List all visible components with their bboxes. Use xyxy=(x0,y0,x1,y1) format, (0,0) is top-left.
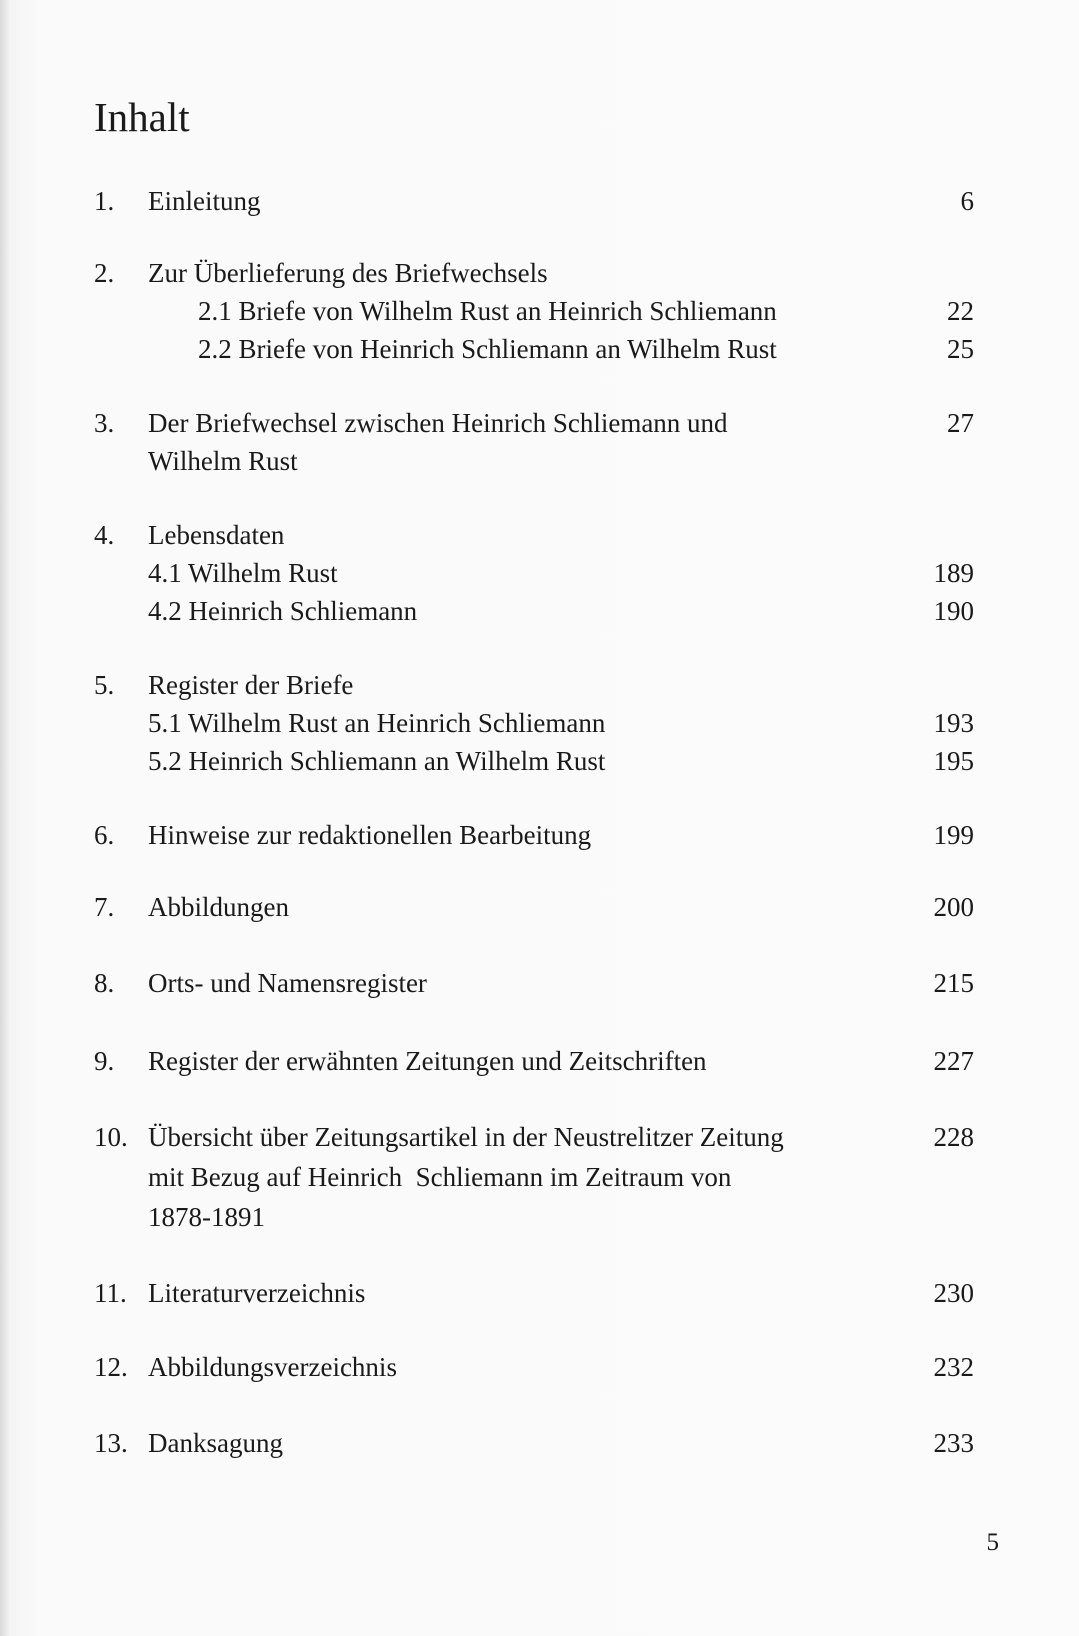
toc-entry-title: 1878-1891 xyxy=(148,1202,265,1232)
toc-entry-page: 232 xyxy=(933,1352,974,1382)
toc-subentry xyxy=(0,292,1079,330)
toc-subentry xyxy=(0,330,1079,368)
toc-entry-page: 195 xyxy=(933,746,974,776)
toc-entry-title: Danksagung xyxy=(148,1428,283,1458)
toc-subentry xyxy=(0,592,1079,630)
toc-entry xyxy=(0,404,1079,442)
toc-entry-page: 25 xyxy=(947,334,974,364)
toc-entry-title: Register der Briefe xyxy=(148,670,354,700)
toc-entry-title: Wilhelm Rust xyxy=(148,446,298,476)
toc-entry-title: Literaturverzeichnis xyxy=(148,1278,366,1308)
toc-entry xyxy=(0,666,1079,704)
toc-entry xyxy=(0,964,1079,1002)
page-number: 5 xyxy=(986,1529,999,1556)
toc-entry-title: Übersicht über Zeitungsartikel in der Neustrelitzer Zeitung xyxy=(148,1122,784,1152)
toc-entry-page: 6 xyxy=(960,186,974,216)
toc-entry-title: Abbildungsverzeichnis xyxy=(148,1352,397,1382)
toc-entry-page: 27 xyxy=(947,408,974,438)
toc-entry-page: 230 xyxy=(933,1278,974,1308)
toc-entry-number: 9. xyxy=(94,1046,115,1076)
toc-entry-number: 6. xyxy=(94,820,115,850)
toc-entry xyxy=(0,1118,1079,1156)
toc-entry xyxy=(0,516,1079,554)
toc-entry-title: Hinweise zur redaktionellen Bearbeitung xyxy=(148,820,592,850)
toc-entry-title: Register der erwähnten Zeitungen und Zeitschriften xyxy=(148,1046,707,1076)
toc-entry-page: 190 xyxy=(933,596,974,626)
toc-entry-number: 8. xyxy=(94,968,115,998)
toc-entry-page: 193 xyxy=(933,708,974,738)
toc-entry xyxy=(0,816,1079,854)
toc-entry-page: 199 xyxy=(933,820,974,850)
toc-entry-page: 228 xyxy=(933,1122,974,1152)
toc-entry xyxy=(0,888,1079,926)
toc-entry-number: 1. xyxy=(94,186,115,216)
toc-entry-title: 4.1 Wilhelm Rust xyxy=(148,558,338,588)
toc-entry-title: 5.2 Heinrich Schliemann an Wilhelm Rust xyxy=(148,746,606,776)
toc-entry-number: 4. xyxy=(94,520,115,550)
toc-entry-page: 215 xyxy=(933,968,974,998)
toc-entry-title: Lebensdaten xyxy=(148,520,285,550)
toc-entry-number: 7. xyxy=(94,892,115,922)
toc-entry-page: 227 xyxy=(933,1046,974,1076)
toc-entry-page: 189 xyxy=(933,558,974,588)
page-title: Inhalt xyxy=(94,94,190,140)
toc-entry-number: 3. xyxy=(94,408,115,438)
toc-entry-page: 22 xyxy=(947,296,974,326)
toc-entry-page: 233 xyxy=(933,1428,974,1458)
toc-entry xyxy=(0,1424,1079,1462)
toc-entry-continuation xyxy=(0,1198,1079,1236)
toc-entry-title: Abbildungen xyxy=(148,892,289,922)
toc-entry-number: 12. xyxy=(94,1352,128,1382)
toc-entry-number: 2. xyxy=(94,258,115,288)
toc-entry-title: 2.1 Briefe von Wilhelm Rust an Heinrich Schliemann xyxy=(198,296,777,326)
toc-entry-number: 11. xyxy=(94,1278,127,1308)
toc-entry-title: Der Briefwechsel zwischen Heinrich Schliemann und xyxy=(148,408,728,438)
toc-entry-number: 13. xyxy=(94,1428,128,1458)
toc-entry-title: 5.1 Wilhelm Rust an Heinrich Schliemann xyxy=(148,708,606,738)
toc-entry-title: 2.2 Briefe von Heinrich Schliemann an Wilhelm Rust xyxy=(198,334,777,364)
toc-entry-title: 4.2 Heinrich Schliemann xyxy=(148,596,418,626)
toc-entry xyxy=(0,1348,1079,1386)
toc-entry-number: 5. xyxy=(94,670,115,700)
toc-entry xyxy=(0,1274,1079,1312)
toc-entry-title: Zur Überlieferung des Briefwechsels xyxy=(148,258,548,288)
toc-entry-page: 200 xyxy=(933,892,974,922)
toc-entry xyxy=(0,182,1079,220)
toc-entry-title: Einleitung xyxy=(148,186,261,216)
toc-entry xyxy=(0,1042,1079,1080)
toc-subentry xyxy=(0,554,1079,592)
toc-entry-title: mit Bezug auf Heinrich Schliemann im Zeitraum von xyxy=(148,1162,732,1192)
toc-entry-continuation xyxy=(0,1158,1079,1196)
toc-subentry xyxy=(0,704,1079,742)
toc-subentry xyxy=(0,742,1079,780)
toc-entry-continuation xyxy=(0,442,1079,480)
toc-entry-title: Orts- und Namensregister xyxy=(148,968,427,998)
toc-entry-number: 10. xyxy=(94,1122,128,1152)
toc-entry xyxy=(0,254,1079,292)
